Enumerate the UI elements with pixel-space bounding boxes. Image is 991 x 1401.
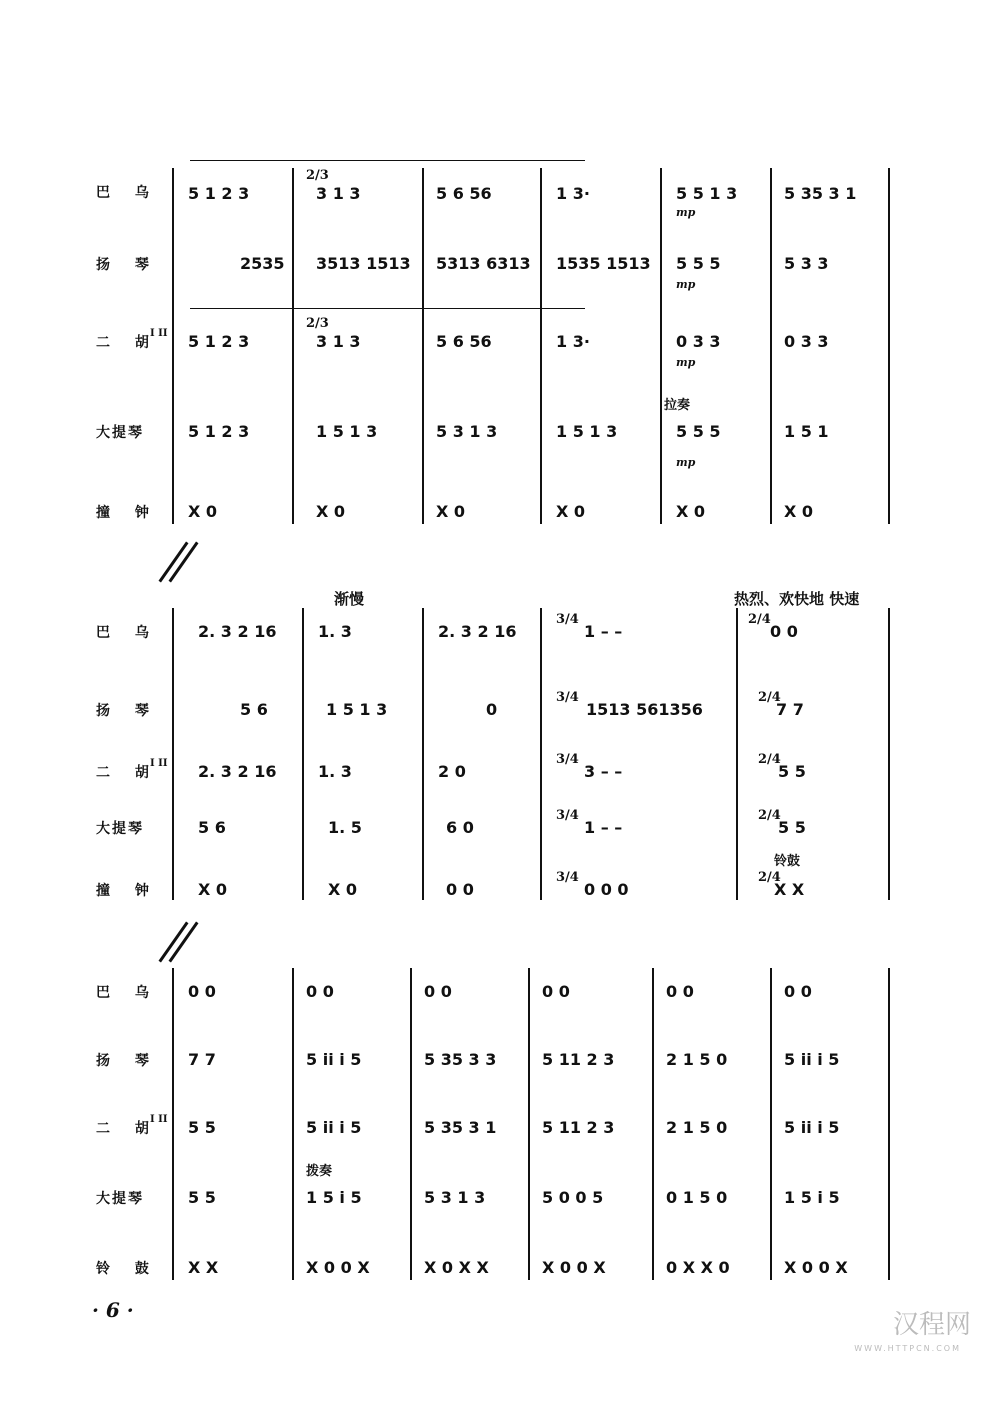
barline [422, 608, 424, 900]
note-yangqin-2: 3513 1513 [316, 254, 411, 273]
barline [736, 608, 738, 900]
pizz-mark: 拨奏 [306, 1164, 333, 1179]
erhu-division: I II [150, 328, 168, 339]
note-erhu-5: 2 1 5 0 [666, 1118, 728, 1137]
note-bawu-4: 1 3· [556, 184, 590, 203]
time-signature: 2/4 [758, 808, 781, 823]
note-bawu-1: 0 0 [188, 982, 216, 1001]
instrument-label-bells: 撞 钟 [96, 505, 159, 521]
instrument-label-yangqin: 扬 琴 [96, 703, 159, 719]
dynamic-mp: mp [676, 278, 696, 291]
instrument-label-lingu: 铃 鼓 [96, 1261, 159, 1277]
note-cello-4: 5 0 0 5 [542, 1188, 604, 1207]
note-bells-5: X 0 [676, 502, 706, 521]
note-yangqin-1: 7 7 [188, 1050, 216, 1069]
note-cello-1: 5 5 [188, 1188, 216, 1207]
note-yangqin-6: 5 ii i 5 [784, 1050, 840, 1069]
note-erhu-6: 5 ii i 5 [784, 1118, 840, 1137]
dynamic-mp: mp [676, 356, 696, 369]
note-bells-4: X 0 [556, 502, 586, 521]
note-cello-5: 5 5 [778, 818, 806, 837]
note-erhu-4: 5 11 2 3 [542, 1118, 615, 1137]
system-brace [172, 968, 174, 1280]
note-cello-3: 5 3 1 3 [424, 1188, 486, 1207]
barline [292, 168, 294, 524]
note-bawu-2: 1. 3 [318, 622, 352, 641]
note-yangqin-5: 7 7 [776, 700, 804, 719]
note-erhu-2: 3 1 3 [316, 332, 361, 351]
note-erhu-1: 2. 3 2 16 [198, 762, 277, 781]
tempo-text-fast: 热烈、欢快地 快速 [734, 590, 860, 608]
note-yangqin-2: 1 5 1 3 [326, 700, 388, 719]
time-signature: 3/4 [556, 870, 579, 885]
barline [422, 168, 424, 524]
barline [888, 168, 890, 524]
time-signature: 2/4 [758, 870, 781, 885]
note-bawu-3: 2. 3 2 16 [438, 622, 517, 641]
instrument-label-cello: 大提琴 [96, 1191, 144, 1207]
note-lingu-6: X 0 0 X [784, 1258, 848, 1277]
note-yangqin-3: 5313 6313 [436, 254, 531, 273]
tempo-mark: 2/3 [306, 168, 329, 183]
note-bawu-4: 0 0 [542, 982, 570, 1001]
note-erhu-3: 5 35 3 1 [424, 1118, 497, 1137]
time-signature: 3/4 [556, 808, 579, 823]
tempo-text-slow: 渐慢 [334, 590, 365, 608]
watermark-logo: 汉程网 [892, 1310, 971, 1340]
note-bawu-1: 5 1 2 3 [188, 184, 250, 203]
note-lingu-2: X 0 0 X [306, 1258, 370, 1277]
note-yangqin-2: 5 ii i 5 [306, 1050, 362, 1069]
note-bawu-1: 2. 3 2 16 [198, 622, 277, 641]
note-cello-2: 1 5 1 3 [316, 422, 378, 441]
note-bawu-3: 5 6 56 [436, 184, 492, 203]
note-erhu-3: 5 6 56 [436, 332, 492, 351]
system-brace [172, 168, 174, 524]
note-cello-1: 5 6 [198, 818, 226, 837]
note-bells-6: X 0 [784, 502, 814, 521]
note-bells-5: X X [774, 880, 805, 899]
note-bawu-4: 1 – – [584, 622, 623, 641]
note-cello-2: 1 5 i 5 [306, 1188, 362, 1207]
time-signature: 2/4 [758, 752, 781, 767]
tempo-mark: 2/3 [306, 316, 329, 331]
dynamic-mp: mp [676, 456, 696, 469]
note-lingu-3: X 0 X X [424, 1258, 489, 1277]
note-bawu-5: 0 0 [770, 622, 798, 641]
note-lingu-1: X X [188, 1258, 219, 1277]
note-bawu-5: 5 5 1 3 [676, 184, 738, 203]
note-bells-1: X 0 [198, 880, 228, 899]
time-signature: 2/4 [748, 612, 771, 627]
note-bells-3: 0 0 [446, 880, 474, 899]
note-erhu-1: 5 1 2 3 [188, 332, 250, 351]
barline [540, 608, 542, 900]
note-cello-1: 5 1 2 3 [188, 422, 250, 441]
instrument-label-bawu: 巴 乌 [96, 625, 159, 641]
instrument-label-cello: 大提琴 [96, 425, 144, 441]
note-cello-2: 1. 5 [328, 818, 362, 837]
barline [770, 968, 772, 1280]
erhu-division: I II [150, 758, 168, 769]
note-bawu-5: 0 0 [666, 982, 694, 1001]
barline [540, 168, 542, 524]
barline [888, 968, 890, 1280]
note-erhu-2: 5 ii i 5 [306, 1118, 362, 1137]
erhu-division: I II [150, 1114, 168, 1125]
note-lingu-4: X 0 0 X [542, 1258, 606, 1277]
time-signature: 2/4 [758, 690, 781, 705]
note-cello-3: 5 3 1 3 [436, 422, 498, 441]
note-erhu-5: 0 3 3 [676, 332, 721, 351]
note-erhu-5: 5 5 [778, 762, 806, 781]
note-bells-2: X 0 [316, 502, 346, 521]
note-cello-3: 6 0 [446, 818, 474, 837]
barline [652, 968, 654, 1280]
instrument-label-bells: 撞 钟 [96, 883, 159, 899]
barline [888, 608, 890, 900]
note-erhu-4: 1 3· [556, 332, 590, 351]
time-signature: 3/4 [556, 612, 579, 627]
instrument-label-bawu: 巴 乌 [96, 985, 159, 1001]
instrument-label-erhu: 二 胡 [96, 1121, 159, 1137]
barline [660, 168, 662, 524]
phrase-slur [190, 160, 585, 161]
instrument-label-yangqin: 扬 琴 [96, 257, 159, 273]
instrument-label-bawu: 巴 乌 [96, 185, 159, 201]
note-yangqin-6: 5 3 3 [784, 254, 829, 273]
note-yangqin-3: 5 35 3 3 [424, 1050, 497, 1069]
instrument-label-yangqin: 扬 琴 [96, 1053, 159, 1069]
note-bawu-3: 0 0 [424, 982, 452, 1001]
note-bawu-2: 3 1 3 [316, 184, 361, 203]
watermark-url: WWW.HTTPCN.COM [854, 1344, 961, 1353]
note-erhu-2: 1. 3 [318, 762, 352, 781]
instrument-label-erhu: 二 胡 [96, 335, 159, 351]
note-yangqin-1: 2535 [240, 254, 285, 273]
note-cello-4: 1 – – [584, 818, 623, 837]
barline [302, 608, 304, 900]
note-bells-3: X 0 [436, 502, 466, 521]
system-brace [172, 608, 174, 900]
arco-mark: 拉奏 [664, 398, 691, 413]
barline [770, 168, 772, 524]
barline [292, 968, 294, 1280]
barline [410, 968, 412, 1280]
note-yangqin-5: 2 1 5 0 [666, 1050, 728, 1069]
time-signature: 3/4 [556, 752, 579, 767]
instrument-label-erhu: 二 胡 [96, 765, 159, 781]
note-yangqin-3: 0 [486, 700, 498, 719]
note-yangqin-4: 1535 1513 [556, 254, 651, 273]
page-number: · 6 · [92, 1298, 134, 1322]
note-yangqin-4: 1513 561356 [586, 700, 703, 719]
instrument-change-lingu: 铃鼓 [774, 854, 801, 869]
note-yangqin-4: 5 11 2 3 [542, 1050, 615, 1069]
note-cello-5: 5 5 5 [676, 422, 721, 441]
note-erhu-3: 2 0 [438, 762, 466, 781]
note-bawu-6: 0 0 [784, 982, 812, 1001]
note-bells-1: X 0 [188, 502, 218, 521]
note-cello-5: 0 1 5 0 [666, 1188, 728, 1207]
note-yangqin-5: 5 5 5 [676, 254, 721, 273]
note-cello-4: 1 5 1 3 [556, 422, 618, 441]
note-bawu-2: 0 0 [306, 982, 334, 1001]
barline [528, 968, 530, 1280]
time-signature: 3/4 [556, 690, 579, 705]
note-yangqin-1: 5 6 [240, 700, 268, 719]
note-bawu-6: 5 35 3 1 [784, 184, 857, 203]
note-erhu-1: 5 5 [188, 1118, 216, 1137]
phrase-slur [190, 308, 585, 309]
instrument-label-cello: 大提琴 [96, 821, 144, 837]
note-cello-6: 1 5 1 [784, 422, 829, 441]
note-bells-2: X 0 [328, 880, 358, 899]
dynamic-mp: mp [676, 206, 696, 219]
note-cello-6: 1 5 i 5 [784, 1188, 840, 1207]
note-lingu-5: 0 X X 0 [666, 1258, 730, 1277]
note-bells-4: 0 0 0 [584, 880, 629, 899]
note-erhu-6: 0 3 3 [784, 332, 829, 351]
note-erhu-4: 3 – – [584, 762, 623, 781]
